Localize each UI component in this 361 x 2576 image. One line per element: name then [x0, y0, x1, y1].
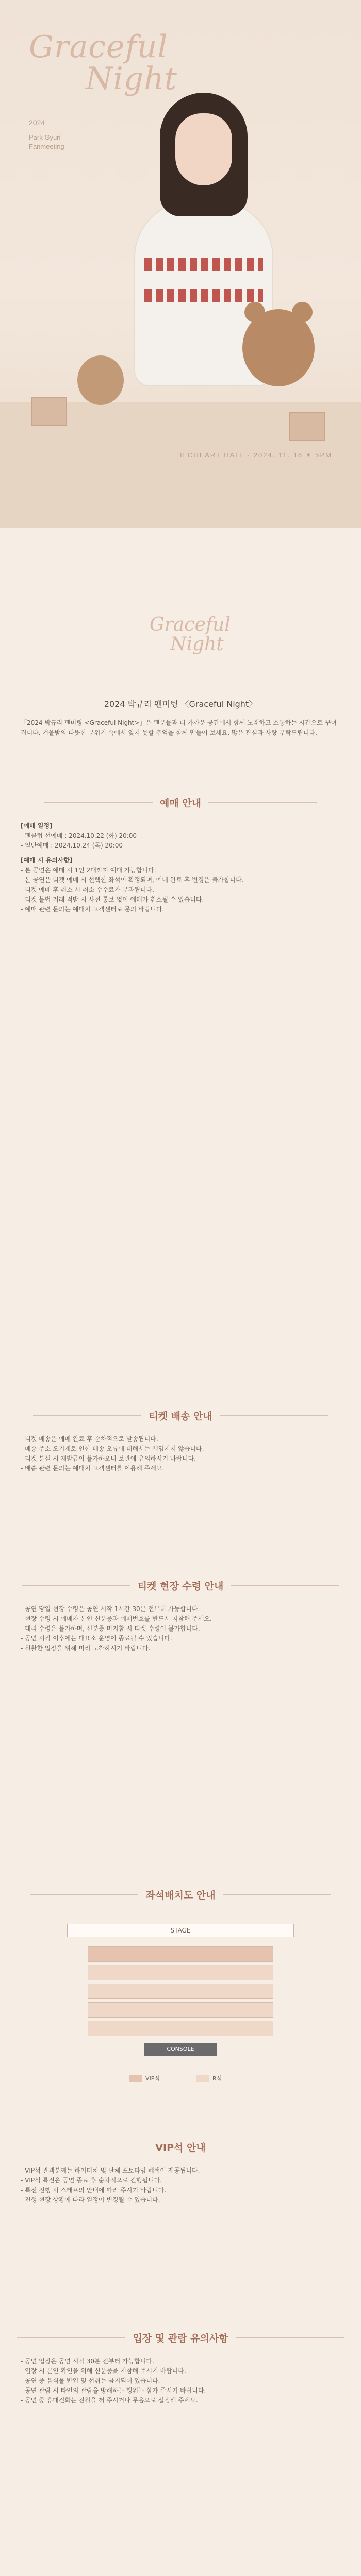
vip-text	[21, 2166, 340, 2205]
text-line: - 공연 중 음식물 반입 및 섭취는 금지되어 있습니다.	[21, 2377, 160, 2384]
text-line: - 본 공연은 티켓 예매 시 선택한 좌석이 확정되며, 예매 완료 후 변경은 불가합니다.	[21, 876, 244, 884]
section-title-seats: 좌석배치도 안내	[0, 1888, 361, 1902]
seat-row[interactable]	[88, 1965, 273, 1980]
section-title-ticket: 티켓 배송 안내	[0, 1409, 361, 1422]
concert-title: 2024 박규리 팬미팅 〈Graceful Night〉	[104, 699, 257, 709]
hero-caption: ILCHI ART HALL · 2024. 11. 16 ✦ 5PM	[179, 451, 332, 459]
text-line: - 예매 관련 문의는 예매처 고객센터로 문의 바랍니다.	[21, 906, 165, 913]
section-title-onsite: 티켓 현장 수령 안내	[0, 1579, 361, 1592]
legend-swatch	[196, 2075, 209, 2082]
divider	[236, 2337, 344, 2338]
mini-logo-line2: Night	[170, 634, 224, 655]
section-title-reservation: 예매 안내	[0, 795, 361, 809]
divider	[223, 1894, 331, 1895]
seat-row[interactable]	[88, 1984, 273, 1999]
text-line: - VIP석 관객분께는 하이터치 및 단체 포토타임 혜택이 제공됩니다.	[21, 2167, 200, 2174]
hero-banner	[0, 0, 361, 528]
text-line: - 진행 현장 상황에 따라 일정이 변경될 수 있습니다.	[21, 2196, 160, 2204]
text-line: - VIP석 특전은 공연 종료 후 순차적으로 진행됩니다.	[21, 2177, 162, 2184]
seat-row-vip[interactable]	[88, 1946, 273, 1962]
hero-artist	[29, 133, 64, 151]
legend-r: R석	[196, 2074, 222, 2082]
divider	[22, 1585, 130, 1586]
seat-row[interactable]	[88, 2002, 273, 2018]
legend-vip: VIP석	[129, 2074, 160, 2082]
content-area	[0, 528, 361, 2576]
face-shape	[175, 113, 232, 185]
hero-artist-line2: Fanmeeting	[29, 143, 64, 150]
intro-line: 「2024 박규리 팬미팅 <Graceful Night>」은 팬분들과 더 가까운 공간에서 함께 노래하고 소통하는 시간으로 꾸며집니다.	[21, 719, 337, 736]
divider	[30, 1894, 138, 1895]
hero-logo-line1: Graceful	[29, 29, 168, 65]
teddy-bear-icon	[242, 309, 315, 386]
entry-text	[21, 2357, 340, 2405]
divider	[33, 1415, 141, 1416]
teddy-bear-icon	[77, 355, 124, 405]
text-line: - 특전 진행 시 스태프의 안내에 따라 주시기 바랍니다.	[21, 2187, 167, 2194]
text-line: - 공연 중 휴대전화는 전원을 꺼 주시거나 무음으로 설정해 주세요.	[21, 2397, 198, 2404]
mini-logo-line1: Graceful	[150, 614, 231, 635]
text-line: - 공연 당일 현장 수령은 공연 시작 1시간 30분 전부터 가능합니다.	[21, 1605, 200, 1613]
hero-year: 2024	[29, 118, 45, 127]
text-line: - 원활한 입장을 위해 미리 도착하시기 바랍니다.	[21, 1645, 151, 1652]
text-line: [예매 시 유의사항]	[21, 857, 73, 864]
mini-logo	[150, 614, 231, 667]
text-line: - 공연 입장은 공연 시작 30분 전부터 가능합니다.	[21, 2358, 154, 2365]
text-line: - 배송 관련 문의는 예매처 고객센터를 이용해 주세요.	[21, 1465, 165, 1472]
divider	[44, 802, 153, 803]
text-line: - 일반예매 : 2024.10.24 (목) 20:00	[21, 842, 123, 849]
stage-label: STAGE	[67, 1924, 294, 1937]
seat-row[interactable]	[88, 2021, 273, 2036]
intro-text	[21, 718, 340, 738]
legend-swatch	[129, 2075, 142, 2082]
sweater-pattern	[144, 258, 263, 271]
text-line: - 배송 주소 오기재로 인한 배송 오류에 대해서는 책임지지 않습니다.	[21, 1445, 204, 1452]
intro-line: 겨울밤의 따뜻한 분위기 속에서 잊지 못할 추억을 함께 만들어 보세요. 많은 관심과 사랑 부탁드립니다.	[42, 729, 317, 736]
text-line: - 팬클럽 선예매 : 2024.10.22 (화) 20:00	[21, 832, 137, 839]
sweater-pattern	[144, 289, 263, 302]
text-line: - 티켓 예매 후 취소 시 취소 수수료가 부과됩니다.	[21, 886, 154, 893]
ticket-text	[21, 1434, 340, 1473]
section-title-entry: 입장 및 관람 유의사항	[0, 2331, 361, 2345]
text-line: - 본 공연은 예매 시 1인 2매까지 예매 가능합니다.	[21, 867, 156, 874]
text-line: - 티켓 불법 거래 적발 시 사전 통보 없이 예매가 취소될 수 있습니다.	[21, 896, 204, 903]
text-line: - 공연 시작 이후에는 매표소 운영이 종료될 수 있습니다.	[21, 1635, 172, 1642]
hero-artist-line1: Park Gyuri	[29, 133, 61, 141]
text-line: - 공연 관람 시 타인의 관람을 방해하는 행위는 삼가 주시기 바랍니다.	[21, 2387, 206, 2394]
divider	[17, 2337, 125, 2338]
reservation-text	[21, 821, 340, 914]
divider	[231, 1585, 339, 1586]
hero-logo-line2: Night	[86, 61, 177, 97]
text-line: - 입장 시 본인 확인을 위해 신분증을 지참해 주시기 바랍니다.	[21, 2367, 186, 2375]
text-line: - 대리 수령은 불가하며, 신분증 미지참 시 티켓 수령이 불가합니다.	[21, 1625, 200, 1632]
seat-map	[67, 1924, 294, 2094]
section-title-vip: VIP석 안내	[0, 2140, 361, 2154]
text-line: [예매 일정]	[21, 822, 53, 829]
divider	[220, 1415, 328, 1416]
text-line: - 티켓 분실 시 재발급이 불가하오니 보관에 유의하시기 바랍니다.	[21, 1455, 196, 1462]
gift-box-icon	[289, 412, 325, 441]
onsite-text	[21, 1604, 340, 1653]
console-label: CONSOLE	[144, 2043, 217, 2056]
text-line: - 현장 수령 시 예매자 본인 신분증과 예매번호를 반드시 지참해 주세요.	[21, 1615, 212, 1622]
divider	[208, 802, 317, 803]
gift-box-icon	[31, 397, 67, 426]
text-line: - 티켓 배송은 예매 완료 후 순차적으로 발송됩니다.	[21, 1435, 158, 1443]
